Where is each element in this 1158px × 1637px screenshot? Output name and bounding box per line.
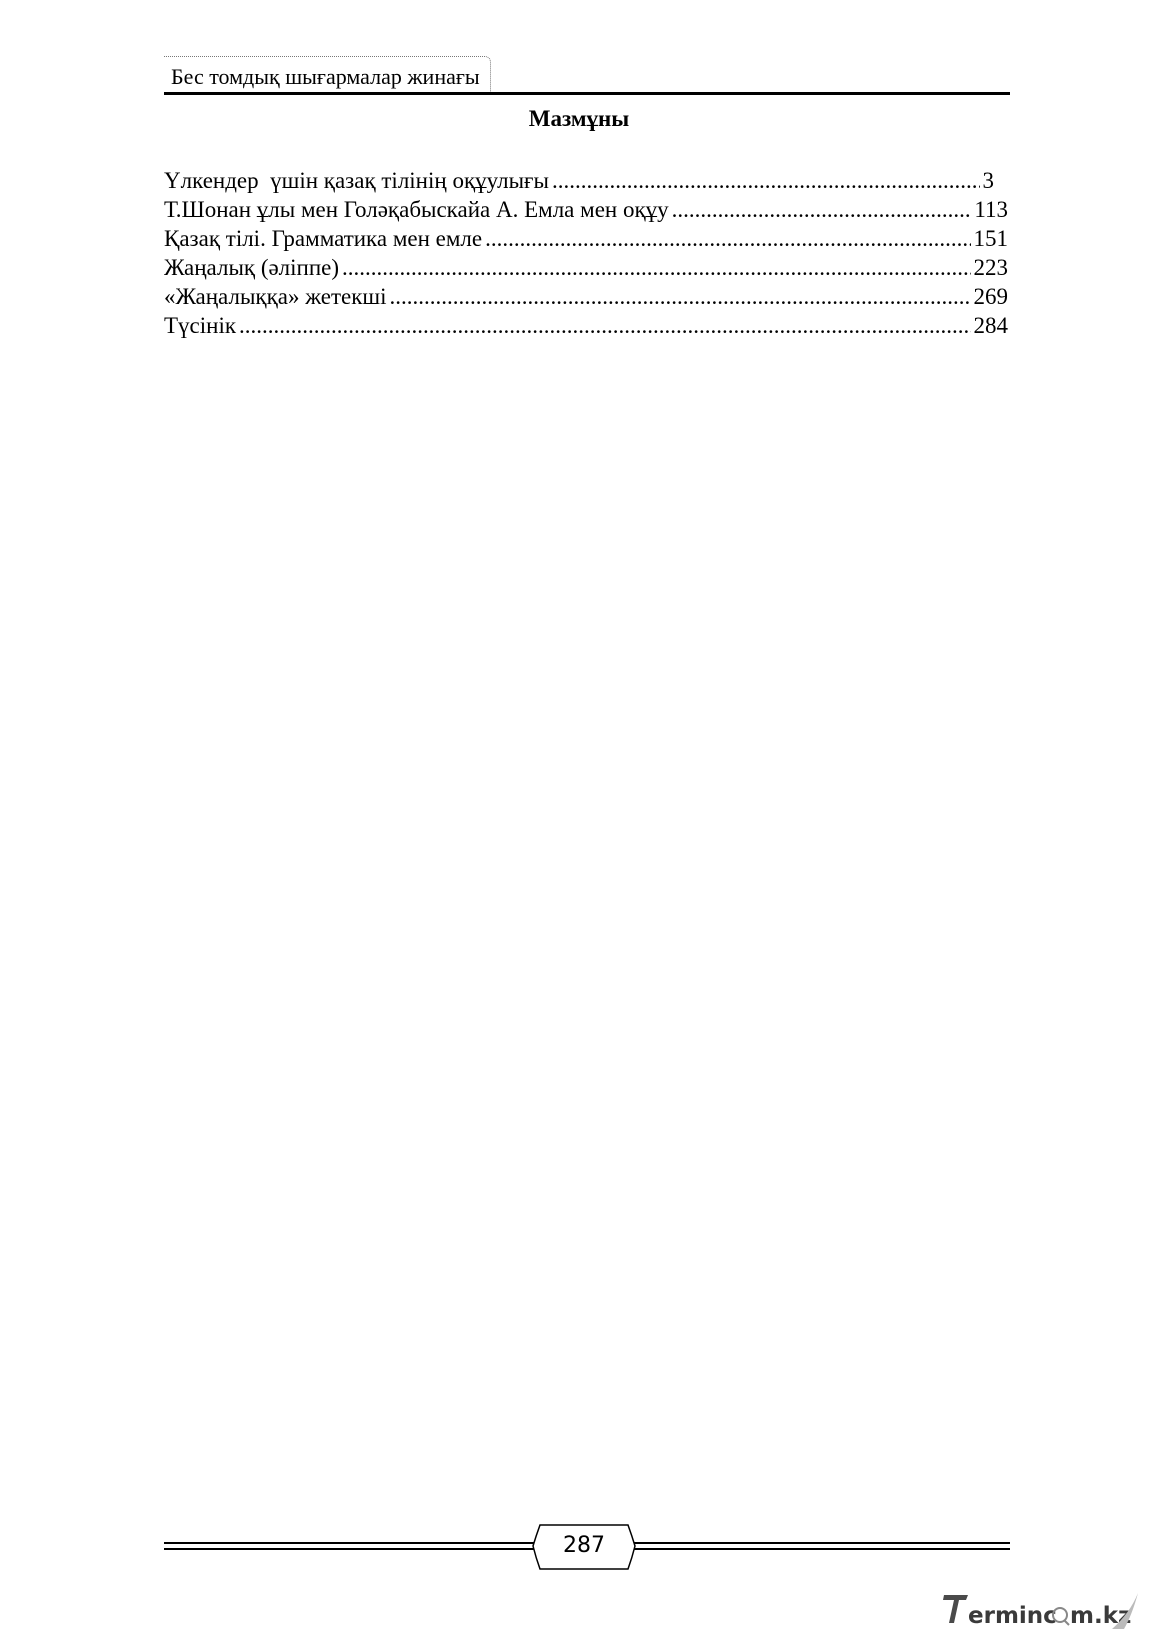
- book-title: Бес томдық шығармалар жинағы: [164, 56, 491, 93]
- toc-entry-page: 284: [973, 313, 1008, 338]
- termincom-logo-icon: [942, 1589, 1142, 1633]
- toc-entry-page: 269: [973, 284, 1008, 309]
- toc-entry[interactable]: [164, 282, 1008, 311]
- toc-entry-title: Үлкендер үшін қазақ тілінің оқұулығы: [164, 168, 549, 193]
- watermark-logo: [942, 1589, 1142, 1633]
- svg-text:erminc: erminc: [968, 1603, 1057, 1629]
- toc-entry-page: 113: [974, 197, 1008, 222]
- header-rule: [164, 92, 1010, 95]
- page-number: 287: [563, 1533, 605, 1558]
- toc-entry-page: 151: [973, 226, 1008, 251]
- running-header: [164, 56, 1010, 94]
- toc-leader-dots: [342, 253, 970, 282]
- toc-leader-dots: [672, 195, 972, 224]
- toc-entry[interactable]: [164, 166, 1008, 195]
- page-title: Мазмұны: [528, 106, 630, 131]
- toc-entry[interactable]: [164, 253, 1008, 282]
- toc-entry[interactable]: [164, 311, 1008, 340]
- toc-entry[interactable]: [164, 195, 1008, 224]
- table-of-contents: [164, 166, 1008, 340]
- page-footer: [164, 1524, 1010, 1574]
- toc-entry-title: Жаңалық (әліппе): [164, 255, 340, 280]
- toc-entry-page: 223: [973, 255, 1008, 280]
- toc-entry-title: Т.Шонан ұлы мен Голәқабыскайа А. Емла мен оқұу: [164, 197, 669, 222]
- page-number-frame: [532, 1524, 636, 1570]
- toc-leader-dots: [239, 311, 970, 340]
- toc-entry-title: «Жаңалыққа» жетекші: [164, 284, 387, 309]
- svg-text:m.kz: m.kz: [1070, 1603, 1132, 1629]
- toc-entry-title: Қазақ тілі. Грамматика мен емле: [164, 226, 483, 251]
- toc-leader-dots: [552, 166, 980, 195]
- toc-entry[interactable]: [164, 224, 1008, 253]
- toc-entry-page: 3: [982, 168, 994, 193]
- toc-leader-dots: [390, 282, 971, 311]
- toc-leader-dots: [485, 224, 970, 253]
- toc-entry-title: Түсінік: [164, 313, 237, 338]
